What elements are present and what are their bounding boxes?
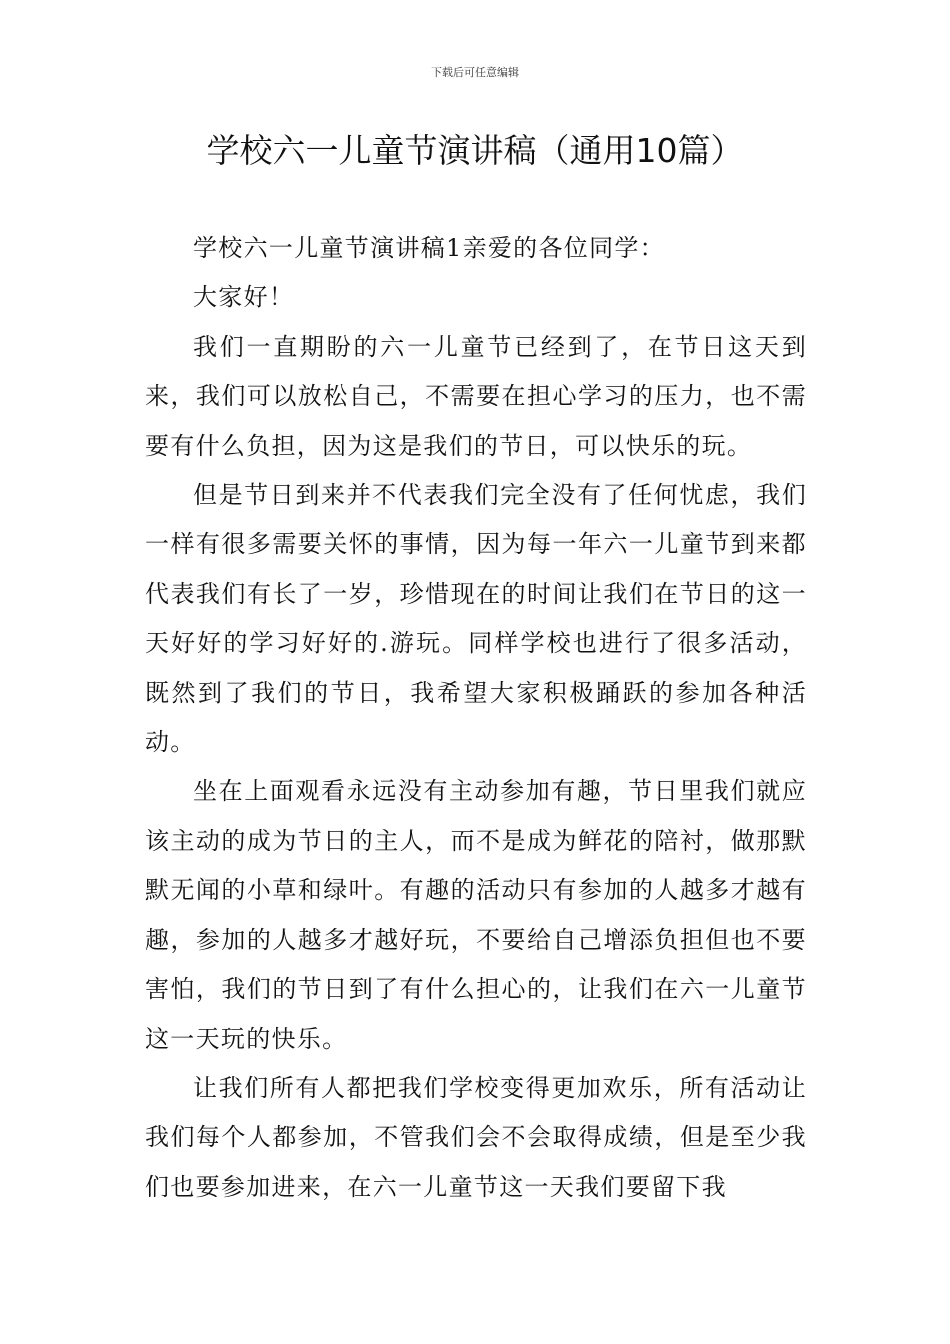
paragraph: 我们一直期盼的六一儿童节已经到了，在节日这天到来，我们可以放松自己，不需要在担心学习的压力，也不需要有什么负担，因为这是我们的节日，可以快乐的玩。 xyxy=(145,332,807,460)
paragraph: 让我们所有人都把我们学校变得更加欢乐，所有活动让我们每个人都参加，不管我们会不会取得成绩，但是至少我们也要参加进来，在六一儿童节这一天我们要留下我 xyxy=(145,1073,807,1201)
paragraph: 但是节日到来并不代表我们完全没有了任何忧虑，我们一样有很多需要关怀的事情，因为每一年六一儿童节到来都代表我们有长了一岁，珍惜现在的时间让我们在节日的这一天好好的学习好好的.游玩。同样学校也进行了很多活动，既然到了我们的节日，我希望大家积极踊跃的参加各种活动。 xyxy=(145,481,807,757)
paragraph-greeting: 学校六一儿童节演讲稿1亲爱的各位同学： xyxy=(193,234,665,262)
document-body xyxy=(145,224,807,1212)
document-title: 学校六一儿童节演讲稿（通用10篇） xyxy=(206,131,744,170)
paragraph-hello: 大家好！ xyxy=(193,283,295,312)
paragraph: 坐在上面观看永远没有主动参加有趣，节日里我们就应该主动的成为节日的主人，而不是成为鲜花的陪衬，做那默默无闻的小草和绿叶。有趣的活动只有参加的人越多才越有趣，参加的人越多才越好玩，不要给自己增添负担但也不要害怕，我们的节日到了有什么担心的，让我们在六一儿童节这一天玩的快乐。 xyxy=(145,777,807,1053)
header-note: 下载后可任意编辑 xyxy=(431,66,519,79)
